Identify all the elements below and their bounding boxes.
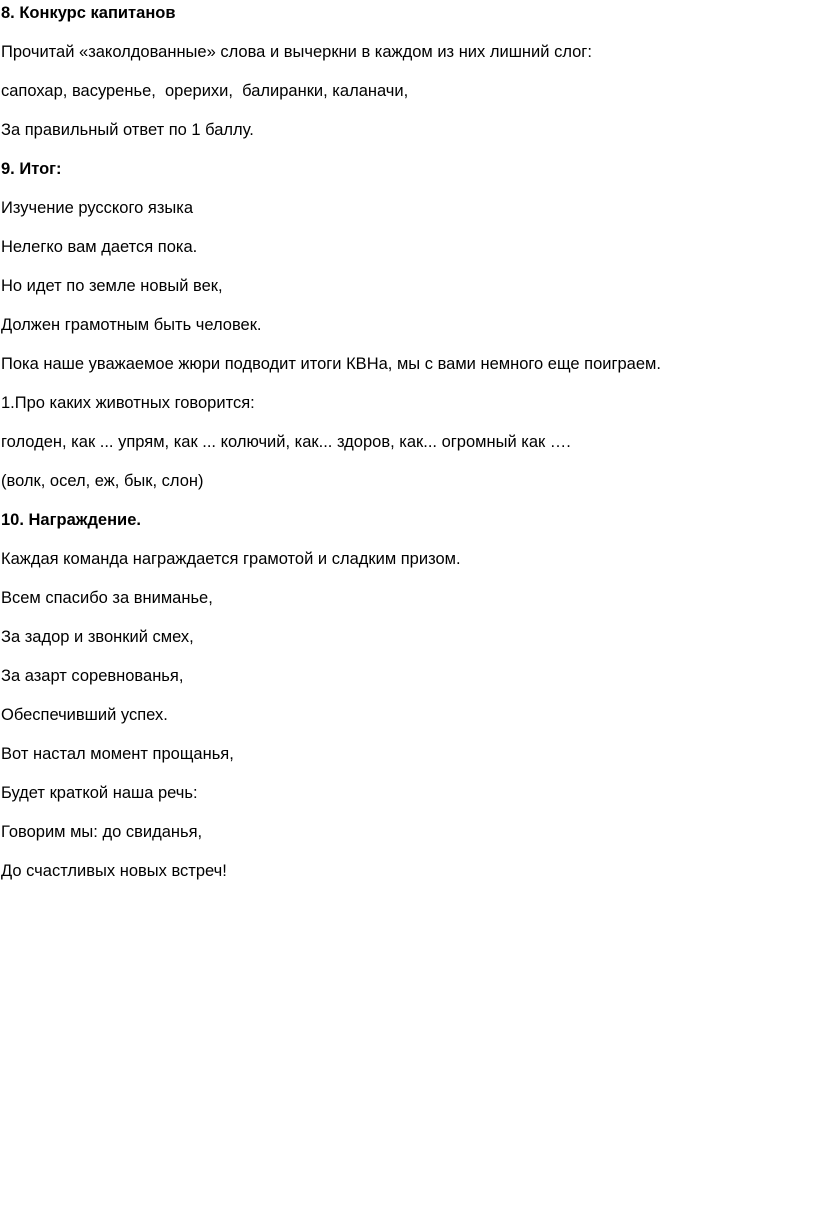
section-9-question: 1.Про каких животных говорится: [1,394,255,412]
section-9-poem-line: Изучение русского языка [1,199,194,217]
section-9-poem-line: Но идет по земле новый век, [1,277,223,295]
section-9-poem-line: Должен грамотным быть человек. [1,316,262,334]
section-10-poem-line: Будет краткой наша речь: [1,784,198,802]
section-8-scoring: За правильный ответ по 1 баллу. [1,121,254,139]
section-9-answer: (волк, осел, еж, бык, слон) [1,472,204,490]
section-9-game-intro: Пока наше уважаемое жюри подводит итоги КВНа, мы с вами немного еще поиграем. [1,355,661,373]
section-9-heading: 9. Итог: [1,160,62,178]
section-10-heading: 10. Награждение. [1,511,141,529]
section-10-poem-line: Вот настал момент прощанья, [1,745,234,763]
section-8-words: сапохар, васуренье, орерихи, балиранки, каланачи, [1,82,409,100]
section-10-poem-line: Обеспечивший успех. [1,706,168,724]
section-10-poem-line: За задор и звонкий смех, [1,628,194,646]
section-9-poem-line: Нелегко вам дается пока. [1,238,198,256]
section-10-poem-line: За азарт соревнованья, [1,667,184,685]
section-10-poem-line: Всем спасибо за вниманье, [1,589,213,607]
section-10-poem-line: Говорим мы: до свиданья, [1,823,203,841]
section-10-award-text: Каждая команда награждается грамотой и сладким призом. [1,550,461,568]
section-8-heading: 8. Конкурс капитанов [1,4,176,22]
section-10-poem-line: До счастливых новых встреч! [1,862,227,880]
section-9-riddle: голоден, как ... упрям, как ... колючий, как... здоров, как... огромный как …. [1,433,571,451]
section-8-instruction: Прочитай «заколдованные» слова и вычеркни в каждом из них лишний слог: [1,43,592,61]
